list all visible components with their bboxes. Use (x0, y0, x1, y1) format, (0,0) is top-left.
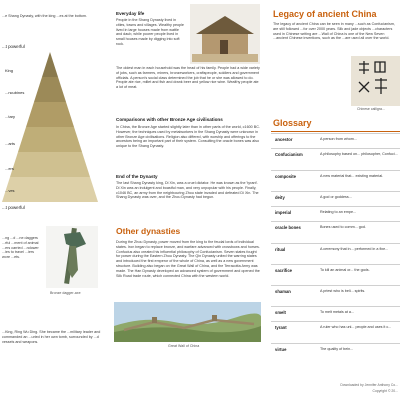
glossary-row (271, 170, 400, 192)
pyramid-intro: ...e Shang Dynasty, with the king ...es at the bottom. (2, 14, 87, 18)
glossary-term: shaman (275, 289, 291, 294)
glossary-term: imperial (275, 210, 292, 215)
glossary-definition: Bones used to comm... god. (320, 225, 366, 229)
end-of-dynasty-text: The last Shang Dynasty king, Di Xin, was a cruel dictator. He was known as the 'tyrant'. Di Xin was an indulgent and boastful man, and very unpopular with his people. Finally, c1046 BC, an army from the neighbouring Zhou state invaded and defeated Di Xin. The Shang Dynasty was over, and the Zhou Dynasty had begun. (116, 181, 259, 200)
glossary-row (271, 321, 400, 344)
glossary-definition: A ceremony that in... performed in a fixe... (320, 247, 389, 251)
pyramid-level-2 (34, 77, 66, 102)
glossary-term: virtue (275, 347, 287, 352)
social-pyramid (0, 52, 100, 204)
glossary-term: smelt (275, 310, 286, 315)
other-dynasties-heading: Other dynasties (116, 226, 181, 236)
glossary-definition: A person from whom... (320, 137, 357, 141)
pyramid-level-4 (18, 127, 82, 152)
calligraphy-caption: Chinese calligra... (357, 107, 385, 111)
pyramid-label-king: King (5, 68, 14, 73)
glossary-table (271, 133, 400, 363)
glossary-row (271, 148, 400, 171)
right-column (271, 0, 400, 401)
pyramid-label-5: ...ers (5, 166, 14, 171)
dagger-caption: Bronze dagger-axe (50, 291, 81, 295)
pyramid-level-6 (2, 177, 98, 202)
pyramid-label-2: ...ncubines (5, 90, 25, 95)
comparisons-heading: Comparisons with other Bronze Age civilisations (116, 117, 223, 122)
everyday-life-text-top: People in the Shang Dynasty lived in cities, towns and villages. Wealthy people lived in large houses made from wattle and daub, while poorer people lived in small houses made by digging into soft rock. (116, 18, 184, 46)
glossary-definition: A philosophy based on... philosopher, Confuci... (320, 152, 398, 156)
queen-text: ...King, Ring Wu Ding. She became the ...military leader and commanded an ...uried in her own tomb, surrounded by ...d vessels and weapons. (2, 330, 101, 344)
pyramid-top-label: ...t powerful (2, 44, 25, 49)
pyramid-level-1 (42, 52, 58, 77)
glossary-definition: A god or goddess... (320, 195, 352, 199)
pyramid-label-6: ...ves (5, 188, 15, 193)
pyramid-label-3: ...tary (5, 114, 16, 119)
glossary-definition: Relating to an empe... (320, 210, 357, 214)
glossary-term: Confucianism (275, 152, 303, 157)
dagger-text: ...ng ...d ...ne daggers ...rful ...ment of animal ...ers carried ...ndower ...ies to travel ...iers wore ...ets. (2, 236, 39, 260)
glossary-row (271, 243, 400, 265)
glossary-row (271, 264, 400, 286)
glossary-row (271, 306, 400, 322)
left-column (0, 0, 105, 401)
glossary-definition: To melt metals at a... (320, 310, 355, 314)
glossary-definition: A ruler who has unl... people and uses it c... (320, 325, 392, 329)
glossary-term: deity (275, 195, 285, 200)
glossary-heading: Glossary (273, 118, 312, 128)
glossary-term: sacrifice (275, 268, 292, 273)
footer-copyright-line: Copyright © 20... (372, 389, 398, 393)
glossary-definition: To kill an animal or... the gods. (320, 268, 370, 272)
ancient-house-image (190, 4, 260, 64)
glossary-row (271, 133, 400, 149)
glossary-heading-rule (271, 131, 400, 132)
pyramid-bottom-label: ...t powerful (2, 205, 25, 210)
glossary-definition: The quality of bein... (320, 347, 354, 351)
pyramid-label-4: ...arts (5, 141, 16, 146)
glossary-term: ancestor (275, 137, 293, 142)
glossary-row (271, 343, 400, 359)
glossary-term: tyrant (275, 325, 287, 330)
glossary-row (271, 221, 400, 244)
end-of-dynasty-heading: End of the Dynasty (116, 174, 158, 179)
glossary-row (271, 191, 400, 207)
glossary-definition: A priest who is beli... spirits. (320, 289, 366, 293)
great-wall-image (114, 302, 261, 342)
great-wall-caption: Great Wall of China (168, 344, 200, 348)
glossary-row (271, 206, 400, 222)
glossary-term: ritual (275, 247, 286, 252)
pyramid-level-5 (10, 152, 90, 177)
chinese-calligraphy-image (351, 56, 400, 106)
footer-download-line: Downloaded by Jennifer Anthony Co... (340, 383, 398, 387)
middle-column (114, 0, 261, 401)
everyday-life-heading: Everyday life (116, 11, 145, 16)
glossary-term: oracle bones (275, 225, 301, 230)
legacy-text: The legacy of ancient China can be seen in many ...such as Confucianism, are still followed ...for over 2000 years. Silk and jade objects ...characters used in Chinese writing are ...Wall of China is one of the New Seven ...ancient Chinese inventions, such as the ...are used all over the world. (273, 22, 395, 41)
pyramid-level-3 (26, 102, 74, 127)
everyday-life-text: The oldest man in each household was the head of his family. People had a wide variety of jobs, such as farmers, miners, bronzeworkers, craftspeople, soldiers and government officials. A person's social class determined the job that he or she was allowed to do. People ate rice, millet and fish and drank beer and yellow rice wine. Wealthy people ate a lot of meat. (116, 66, 260, 90)
glossary-term: composite (275, 174, 296, 179)
comparisons-text: In China, the Bronze Age started slightly later than in other parts of the world, c1600 BC. However, the techniques used by metalworkers in the Shang Dynasty were unknown in other Bronze Age civilisations. Religion also differed, with worship and offerings to the ancestors being an important part of their system. Consulting the oracle bones was also unique to the Shang Dynasty. (116, 125, 260, 149)
bronze-dagger-axe-image (46, 226, 98, 288)
legacy-heading: Legacy of ancient China (273, 9, 377, 19)
glossary-definition: A new material that... existing material. (320, 174, 384, 178)
other-dynasties-text: During the Zhou Dynasty, power moved from the king to the feudal lords of individual states. Iron began to replace bronze, and warfare advanced with crossbows and horses. Confucius also created his influential philosophy of Confucianism. Seven states fought for power during the Eastern Zhou Dynasty. The Qin Dynasty united the warring states and introduced the first emperor of the whole of China, as well as a new government structure. Building also began on the Great Wall of China, and the Terracotta Army was made. The Han Dynasty developed an advanced system of government and opened the Silk Road trade route, which connected China with the western world. (116, 240, 260, 278)
glossary-row (271, 285, 400, 307)
